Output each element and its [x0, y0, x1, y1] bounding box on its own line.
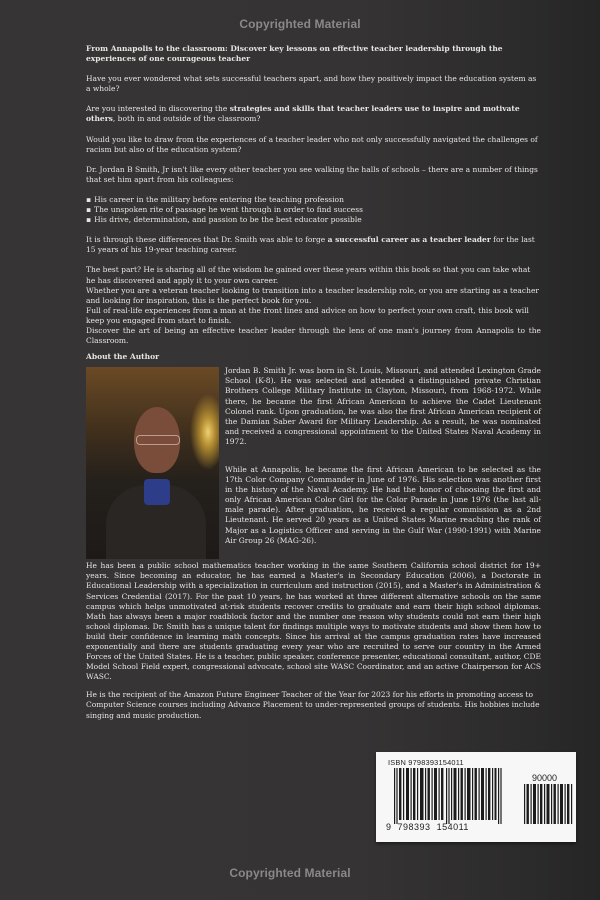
about-paragraph-4: He is the recipient of the Amazon Future Engineer Teacher of the Year for 2023 for his efforts in promoting access to Computer Science courses including Advance Placement to under-represented groups of students. His hobbies include singing and music production.	[86, 690, 540, 720]
question-3: Would you like to draw from the experiences of a teacher leader who not only successfully navigated the challenges of racism but also of the education system?	[86, 134, 538, 154]
watermark-bottom: Copyrighted Material	[229, 866, 351, 880]
discover-paragraph: Discover the art of being an effective teacher leader through the lens of one man's journey from Annapolis to the Classroom.	[86, 325, 541, 346]
full-of-paragraph: Full of real-life experiences from a man at the front lines and advice on how to perfect your own craft, this book will keep you engaged from start to finish.	[86, 305, 529, 325]
bullet-item: ▪ The unspoken rite of passage he went through in order to find success	[86, 205, 541, 215]
bullet-item: ▪ His career in the military before entering the teaching profession	[86, 195, 541, 205]
photo-glasses	[136, 435, 180, 445]
best-part-paragraph: The best part? He is sharing all of the wisdom he gained over these years within this book so that you can take what he has discovered and apply it to your own career.	[86, 265, 531, 285]
bullet-item: ▪ His drive, determination, and passion to be the best educator possible	[86, 215, 541, 225]
question-2	[86, 104, 541, 124]
watermark-top: Copyrighted Material	[239, 17, 361, 31]
barcode-digits	[386, 822, 475, 832]
intro-paragraph: Dr. Jordan B Smith, Jr isn't like every other teacher you see walking the halls of schools – there are a number of things that set him apart from his colleagues:	[86, 164, 538, 184]
about-paragraph-1: Jordan B. Smith Jr. was born in St. Louis, Missouri, and attended Lexington Grade School (K-8). He was selected and attended a distinguished private Christian Brothers College Military Institute in Clayton, Missouri, from 1968-1972. While there, he became the first African American to achieve the Cadet Lieutenant Colonel rank. Upon graduation, he was also the first African American recipient of the Damian Saber Award for Military Leadership. As a result, he was nominated and received a congressional appointment to the United States Naval Academy in 1972.	[225, 366, 541, 446]
headline: From Annapolis to the classroom: Discover key lessons on effective teacher leadership through the experiences of one courageous teacher	[86, 44, 503, 64]
barcode-digit-group-2: 154011	[436, 822, 469, 832]
forge-paragraph	[86, 235, 541, 255]
forge-pre: It is through these differences that Dr. Smith was able to forge	[86, 235, 328, 245]
author-photo	[86, 367, 219, 559]
question-2-pre: Are you interested in discovering the	[86, 104, 230, 114]
about-author-section	[86, 366, 541, 720]
barcode-digit-group-1: 798393	[397, 822, 431, 832]
barcode-digit-prefix: 9	[386, 822, 392, 832]
question-2-emphasis: strategies and skills that teacher leaders use to inspire and motivate others	[86, 104, 520, 124]
cover-text	[86, 44, 541, 731]
price-code: 90000	[532, 773, 558, 783]
addon-barcode-bars	[524, 784, 574, 824]
about-paragraph-3: He has been a public school mathematics teacher working in the same Southern California school district for 19+ years. Since becoming an educator, he has earned a Master's in Secondary Education (2006), a Doctorate in Educational Leadership with a specialization in curriculum and instruction (2015), and a Master's in Administration & Services Credential (2017). For the past 10 years, he has worked at three different alternative schools on the same campus which helps unmotivated at-risk students recover credits to graduate and earn their high school diplomas. Math has always been a major roadblock factor and the number one reason why students could not earn their high school diplomas. Dr. Smith has a unique talent for findings multiple ways to motivate students and show them how to build their confidence in learning math concepts. Since his arrival at the campus graduation rates have increased exponentially and there are students graduating every year who are recruited to serve our country in the Armed Forces of the United States. He is a teacher, public speaker, conference presenter, educational consultant, author, CDE Model School Field expert, congressional advocate, school site WASC Coordinator, and an active Chairperson for ACS WASC.	[86, 561, 541, 682]
about-paragraph-2: While at Annapolis, he became the first African American to be selected as the 17th Color Company Commander in June of 1976. His selection was another first in the history of the Naval Academy. He had the honor of choosing the first and only African American Color Girl for the Color Parade in June 1976 (the last all-male parade). After graduation, he received a regular commission as a 2nd Lieutenant. He served 20 years as a United States Marine reaching the rank of Major as a Logistics Officer and serving in the Gulf War (1990-1991) with Marine Air Group 26 (MAG-26).	[225, 465, 541, 545]
isbn-barcode	[376, 752, 576, 842]
question-2-post: , both in and outside of the classroom?	[112, 114, 261, 124]
ean-barcode-bars	[394, 768, 502, 824]
forge-post: for the last 15 years of his 19-year teaching career.	[86, 235, 535, 255]
isbn-label: ISBN 9798393154011	[388, 758, 464, 767]
about-author-heading: About the Author	[86, 352, 160, 362]
forge-emphasis: a successful career as a teacher leader	[327, 235, 491, 245]
question-1: Have you ever wondered what sets successful teachers apart, and how they positively impact the education system as a whole?	[86, 74, 537, 94]
whether-paragraph: Whether you are a veteran teacher looking to transition into a teacher leadership role, or you are starting as a teacher and looking for inspiration, this is the perfect book for you.	[86, 285, 539, 305]
photo-shirt	[144, 479, 170, 505]
bullet-list	[86, 195, 541, 225]
